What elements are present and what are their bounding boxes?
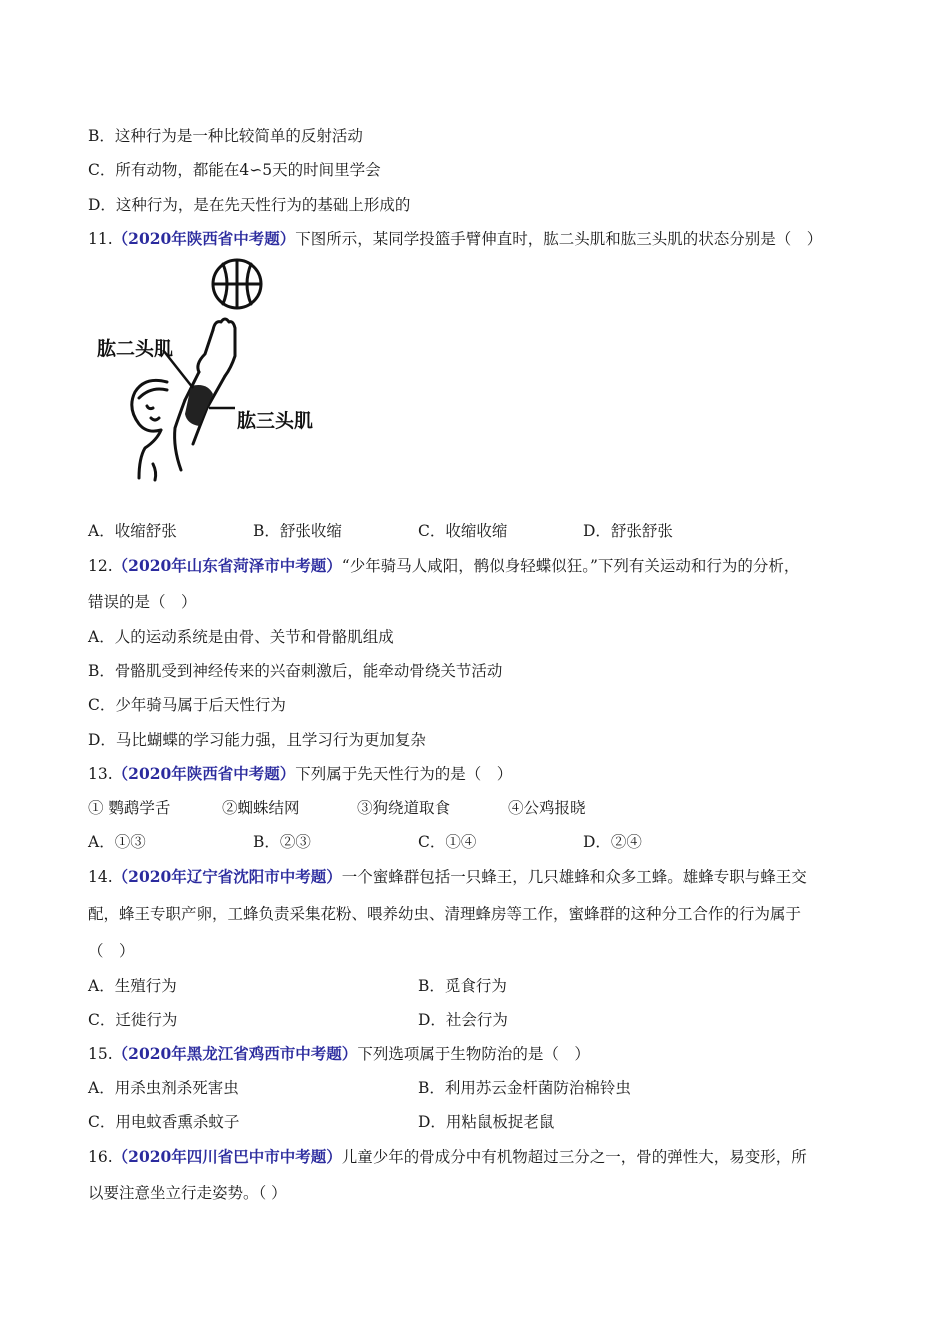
q16-number: 16. [88, 1148, 113, 1166]
q14-stem-paren: （ ） [88, 942, 135, 960]
q14-stem-cont: 配，蜂王专职产卵，工蜂负责采集花粉、喂养幼虫、清理蜂房等工作，蜜蜂群的这种分工合作的行为属于 [88, 905, 802, 923]
q16-stem-cont: 以要注意坐立行走姿势。（ ） [88, 1184, 287, 1202]
q13-option-c: C．①④ [418, 833, 477, 851]
q14-option-a: A．生殖行为 [88, 977, 177, 995]
q15-stem [88, 1043, 590, 1065]
q12-option-d: D．马比蝴蝶的学习能力强，且学习行为更加复杂 [88, 731, 426, 749]
q14-text: 一个蜜蜂群包括一只蜂王，几只雄蜂和众多工蜂。雄蜂专职与蜂王交 [341, 868, 807, 886]
q11-option-c: C．收缩收缩 [418, 522, 508, 540]
q13-option-d: D．②④ [583, 833, 642, 851]
q13-option-b: B．②③ [253, 833, 311, 851]
q13-item-1: ① 鹦鹉学舌 [88, 799, 171, 817]
q12-option-b: B．骨骼肌受到神经传来的兴奋刺激后，能牵动骨绕关节活动 [88, 662, 503, 680]
q14-number: 14. [88, 868, 113, 886]
q14-option-b: B．觅食行为 [418, 977, 507, 995]
biceps-label: 肱二头肌 [97, 338, 174, 360]
q15-option-d: D．用粘鼠板捉老鼠 [418, 1113, 555, 1131]
q12-number: 12. [88, 557, 113, 575]
q11-stem [88, 228, 822, 250]
q11-option-a: A．收缩舒张 [88, 522, 177, 540]
q13-stem [88, 763, 512, 785]
q12-option-a: A．人的运动系统是由骨、关节和骨骼肌组成 [88, 628, 394, 646]
q12-stem-cont: 错误的是（ ） [88, 593, 197, 611]
q14-option-d: D．社会行为 [418, 1011, 508, 1029]
q14-stem [88, 866, 807, 888]
q14-source: （2020年辽宁省沈阳市中考题） [112, 867, 342, 886]
q13-source: （2020年陕西省中考题） [112, 764, 296, 783]
q16-source: （2020年四川省巴中市中考题） [112, 1147, 342, 1166]
q13-item-4: ④公鸡报晓 [508, 799, 586, 817]
triceps-label: 肱三头肌 [237, 410, 314, 432]
q10-option-c: C．所有动物，都能在4∽5天的时间里学会 [88, 161, 381, 179]
q15-option-b: B．利用苏云金杆菌防治棉铃虫 [418, 1079, 631, 1097]
q11-option-d: D．舒张舒张 [583, 522, 673, 540]
q16-stem [88, 1146, 807, 1168]
q12-stem [88, 555, 799, 577]
q13-text: 下列属于先天性行为的是（ ） [295, 765, 513, 783]
q11-text: 下图所示，某同学投篮手臂伸直时，肱二头肌和肱三头肌的状态分别是（ ） [295, 230, 823, 248]
q15-option-a: A．用杀虫剂杀死害虫 [88, 1079, 239, 1097]
q12-text: “少年骑马人咸阳，鹘似身轻蝶似狂。”下列有关运动和行为的分析， [341, 557, 800, 575]
q11-source: （2020年陕西省中考题） [112, 229, 296, 248]
q12-option-c: C．少年骑马属于后天性行为 [88, 696, 286, 714]
basketball-arm-figure [95, 258, 345, 486]
q13-number: 13. [88, 765, 113, 783]
q15-option-c: C．用电蚊香熏杀蚊子 [88, 1113, 240, 1131]
q11-option-b: B．舒张收缩 [253, 522, 342, 540]
q14-option-c: C．迁徙行为 [88, 1011, 178, 1029]
arm-muscle-illustration [95, 258, 345, 486]
q10-option-d: D．这种行为，是在先天性行为的基础上形成的 [88, 196, 411, 214]
q15-number: 15. [88, 1045, 113, 1063]
q13-item-3: ③狗绕道取食 [357, 799, 451, 817]
q12-source: （2020年山东省菏泽市中考题） [112, 556, 342, 575]
q16-text: 儿童少年的骨成分中有机物超过三分之一，骨的弹性大，易变形，所 [341, 1148, 807, 1166]
q15-source: （2020年黑龙江省鸡西市中考题） [112, 1044, 358, 1063]
q10-option-b: B．这种行为是一种比较简单的反射活动 [88, 127, 363, 145]
q13-option-a: A．①③ [88, 833, 146, 851]
q15-text: 下列选项属于生物防治的是（ ） [357, 1045, 590, 1063]
q11-number: 11. [88, 230, 113, 248]
q13-item-2: ②蜘蛛结网 [222, 799, 300, 817]
